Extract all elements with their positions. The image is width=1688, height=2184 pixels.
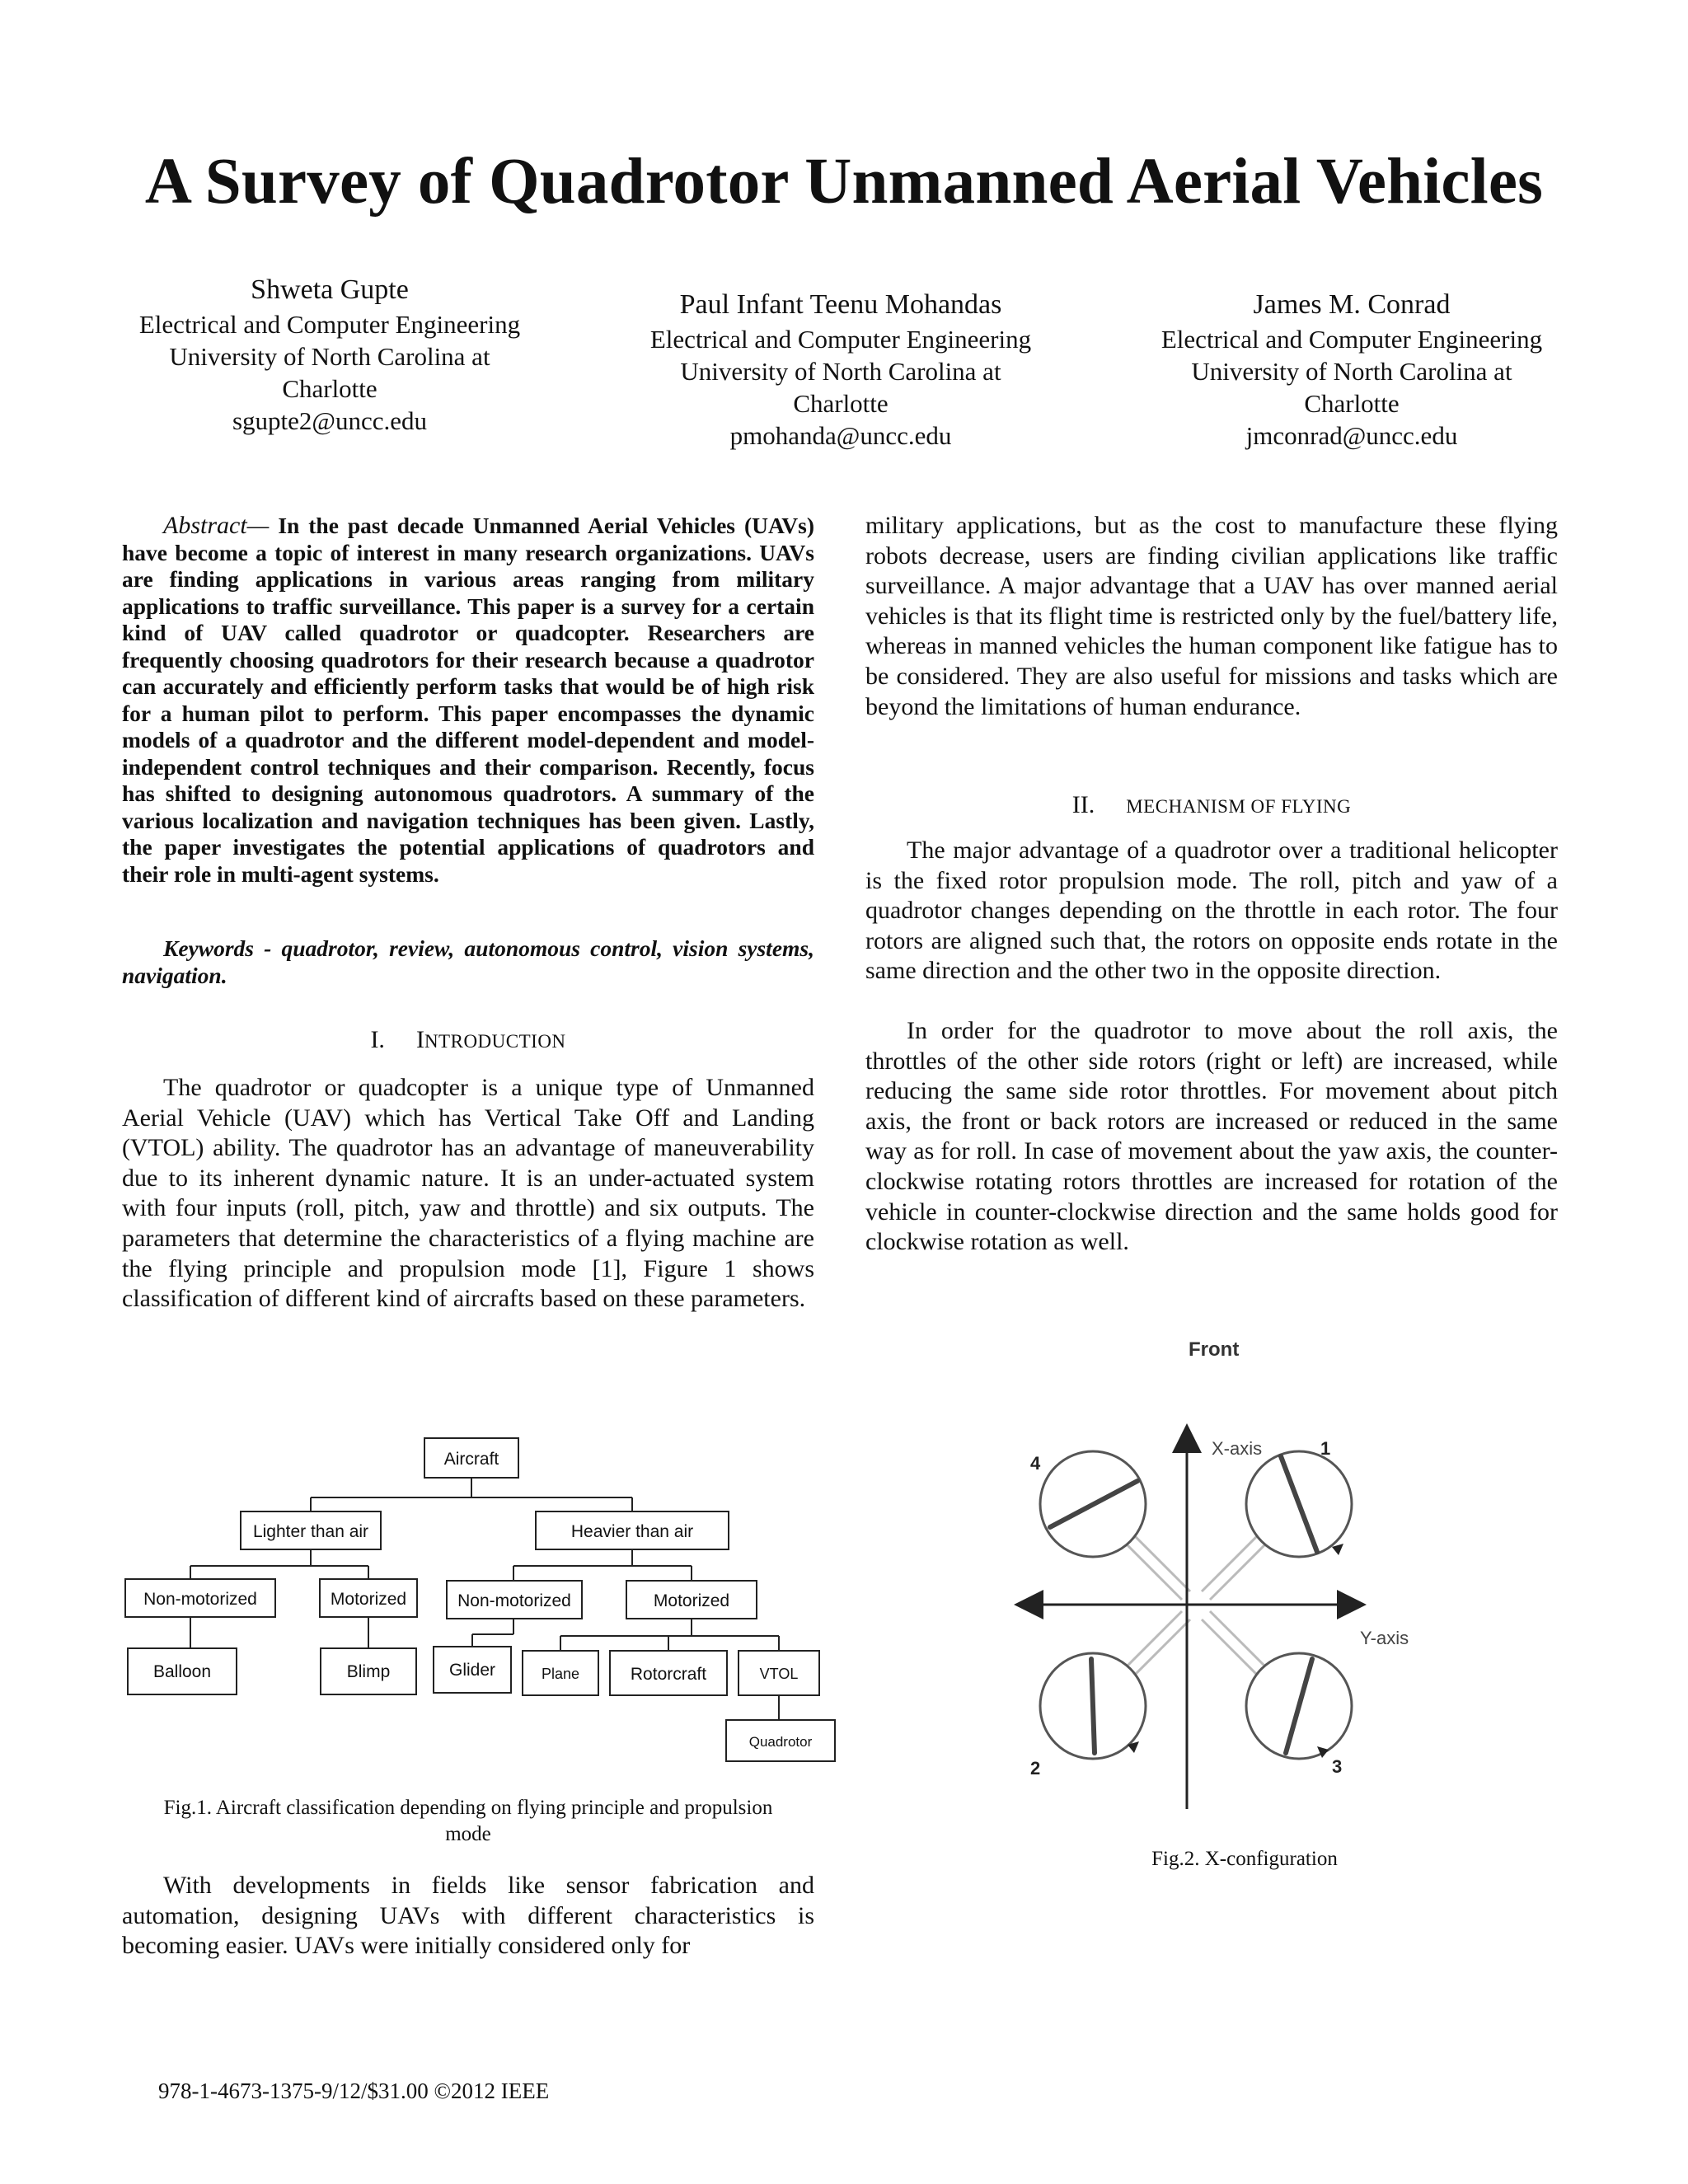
author-univ: University of North Carolina at	[1191, 357, 1512, 386]
section-title: MECHANISM OF FLYING	[1126, 796, 1352, 817]
label-heavier-than-air: Heavier than air	[570, 1522, 694, 1541]
rotor-2-blade	[1091, 1659, 1095, 1753]
figure-1-caption	[122, 1795, 814, 1848]
mechanism-paragraph-1: The major advantage of a quadrotor over a traditional helicopter is the fixed rotor propulsion mode. The roll, pitch and yaw of a quadrotor changes depending on the throttle in each rotor. The four rotors are aligned such that, the rotors on opposite ends rotate in the same direction and the other two in the opposite direction.	[865, 837, 1558, 985]
label-motorized-1: Motorized	[330, 1590, 407, 1609]
author-univ-city: Charlotte	[282, 374, 377, 403]
author-univ-city: Charlotte	[1304, 389, 1400, 418]
tree-labels	[143, 1450, 812, 1750]
section-number: I.	[370, 1026, 385, 1053]
author-email: sgupte2@uncc.edu	[232, 406, 427, 435]
label-plane: Plane	[541, 1666, 580, 1682]
section-heading-mechanism	[865, 791, 1558, 819]
right-paragraph-continued: military applications, but as the cost to manufacture these flying robots decrease, users are finding civilian applications like traffic surveillance. A major advantage that a UAV has over manned aerial vehicles is that its flight time is restricted only by the fuel/battery life, whereas in manned vehicles the human component like fatigue has to be considered. They are also useful for missions and tasks which are beyond the limitations of human endurance.	[865, 512, 1558, 720]
author-name: Paul Infant Teenu Mohandas	[679, 289, 1002, 320]
label-rotorcraft: Rotorcraft	[630, 1665, 707, 1684]
label-balloon: Balloon	[152, 1662, 212, 1681]
author-dept: Electrical and Computer Engineering	[1160, 325, 1543, 354]
author-name: James M. Conrad	[1253, 289, 1451, 320]
label-lighter-than-air: Lighter than air	[252, 1522, 369, 1541]
mechanism-paragraph-2: In order for the quadrotor to move about the roll axis, the throttles of the other side rotors (right or left) are increased, while reducing the same side rotor throttles. For movement about pitch axis, the front or back rotors are increased or reduced in the same way as for roll. In case of movement about the yaw axis, the counter-clockwise rotating rotors throttles are increased for rotation of the vehicle in counter-clockwise direction and the same holds good for clockwise rotation as well.	[865, 1017, 1558, 1256]
figure-1-classification-tree	[120, 1430, 845, 1776]
label-aircraft: Aircraft	[443, 1450, 499, 1469]
author-email: pmohanda@uncc.edu	[729, 421, 952, 450]
label-quadrotor: Quadrotor	[748, 1734, 813, 1750]
label-blimp: Blimp	[346, 1662, 391, 1681]
label-motorized-2: Motorized	[653, 1591, 730, 1610]
section-title-rest: NTRODUCTION	[424, 1031, 566, 1052]
author-univ: University of North Carolina at	[169, 342, 490, 371]
author-block-3	[1129, 287, 1574, 452]
label-glider: Glider	[448, 1661, 496, 1680]
figure-2-x-configuration	[1014, 1331, 1475, 1825]
author-dept: Electrical and Computer Engineering	[649, 325, 1032, 354]
keywords: Keywords - quadrotor, review, autonomous control, vision systems, navigation.	[122, 935, 814, 988]
copyright-footer: 978-1-4673-1375-9/12/$31.00 ©2012 IEEE	[158, 2079, 550, 2103]
figure-1-caption-line-1: Fig.1. Aircraft classification depending on flying principle and propulsion	[163, 1797, 773, 1819]
abstract-lead: Abstract—	[163, 512, 270, 539]
author-email: jmconrad@uncc.edu	[1245, 421, 1458, 450]
front-label: Front	[1189, 1338, 1240, 1361]
author-dept: Electrical and Computer Engineering	[138, 310, 521, 339]
rotor-number-3: 3	[1332, 1756, 1343, 1777]
paper-title: A Survey of Quadrotor Unmanned Aerial Vehicles	[144, 146, 1544, 218]
rotor-number-2: 2	[1030, 1758, 1041, 1779]
section-title-initial: I	[415, 1026, 424, 1053]
section-heading-introduction	[122, 1026, 814, 1054]
x-axis-label: X-axis	[1212, 1438, 1263, 1459]
label-non-motorized-2: Non-motorized	[457, 1591, 571, 1610]
author-block-1	[107, 272, 552, 437]
label-vtol: VTOL	[759, 1666, 799, 1682]
intro-paragraph-1: The quadrotor or quadcopter is a unique type of Unmanned Aerial Vehicle (UAV) which has Vertical Take Off and Landing (VTOL) ability. The quadrotor has an advantage of maneuverability due to its inherent dynamic nature. It is an under-actuated system with four inputs (roll, pitch, yaw and throttle) and six outputs. The parameters that determine the characteristics of a flying machine are the flying principle and propulsion mode [1], Figure 1 shows classification of different kind of aircrafts based on these parameters.	[122, 1074, 814, 1313]
author-block-2	[618, 287, 1063, 452]
rotor-number-4: 4	[1030, 1453, 1041, 1474]
abstract-body: In the past decade Unmanned Aerial Vehicles (UAVs) have become a topic of interest in many research organizations. UAVs are finding applications in various areas ranging from military applications to traffic surveillance. This paper is a survey for a certain kind of UAV called quadrotor or quadcopter. Researchers are frequently choosing quadrotors for their research because a quadrotor can accurately and efficiently perform tasks that would be of high risk for a human pilot to perform. This paper encompasses the dynamic models of a quadrotor and the different model-dependent and model-independent control techniques and their comparison. Recently, focus has shifted to designing autonomous quadrotors. A summary of the various localization and navigation techniques has been given. Lastly, the paper investigates the potential applications of quadrotors and their role in multi-agent systems.	[122, 513, 815, 887]
author-univ-city: Charlotte	[793, 389, 889, 418]
author-univ: University of North Carolina at	[680, 357, 1001, 386]
label-non-motorized-1: Non-motorized	[143, 1590, 257, 1609]
intro-paragraph-2: With developments in fields like sensor fabrication and automation, designing UAVs with different characteristics is becoming easier. UAVs were initially considered only for	[122, 1872, 814, 1960]
author-name: Shweta Gupte	[251, 274, 409, 305]
abstract	[122, 513, 814, 888]
figure-2-caption: Fig.2. X-configuration	[1151, 1848, 1338, 1870]
section-number: II.	[1071, 791, 1095, 818]
y-axis-label: Y-axis	[1360, 1628, 1409, 1648]
rotor-number-1: 1	[1320, 1438, 1331, 1459]
figure-1-caption-line-2: mode	[445, 1823, 491, 1845]
